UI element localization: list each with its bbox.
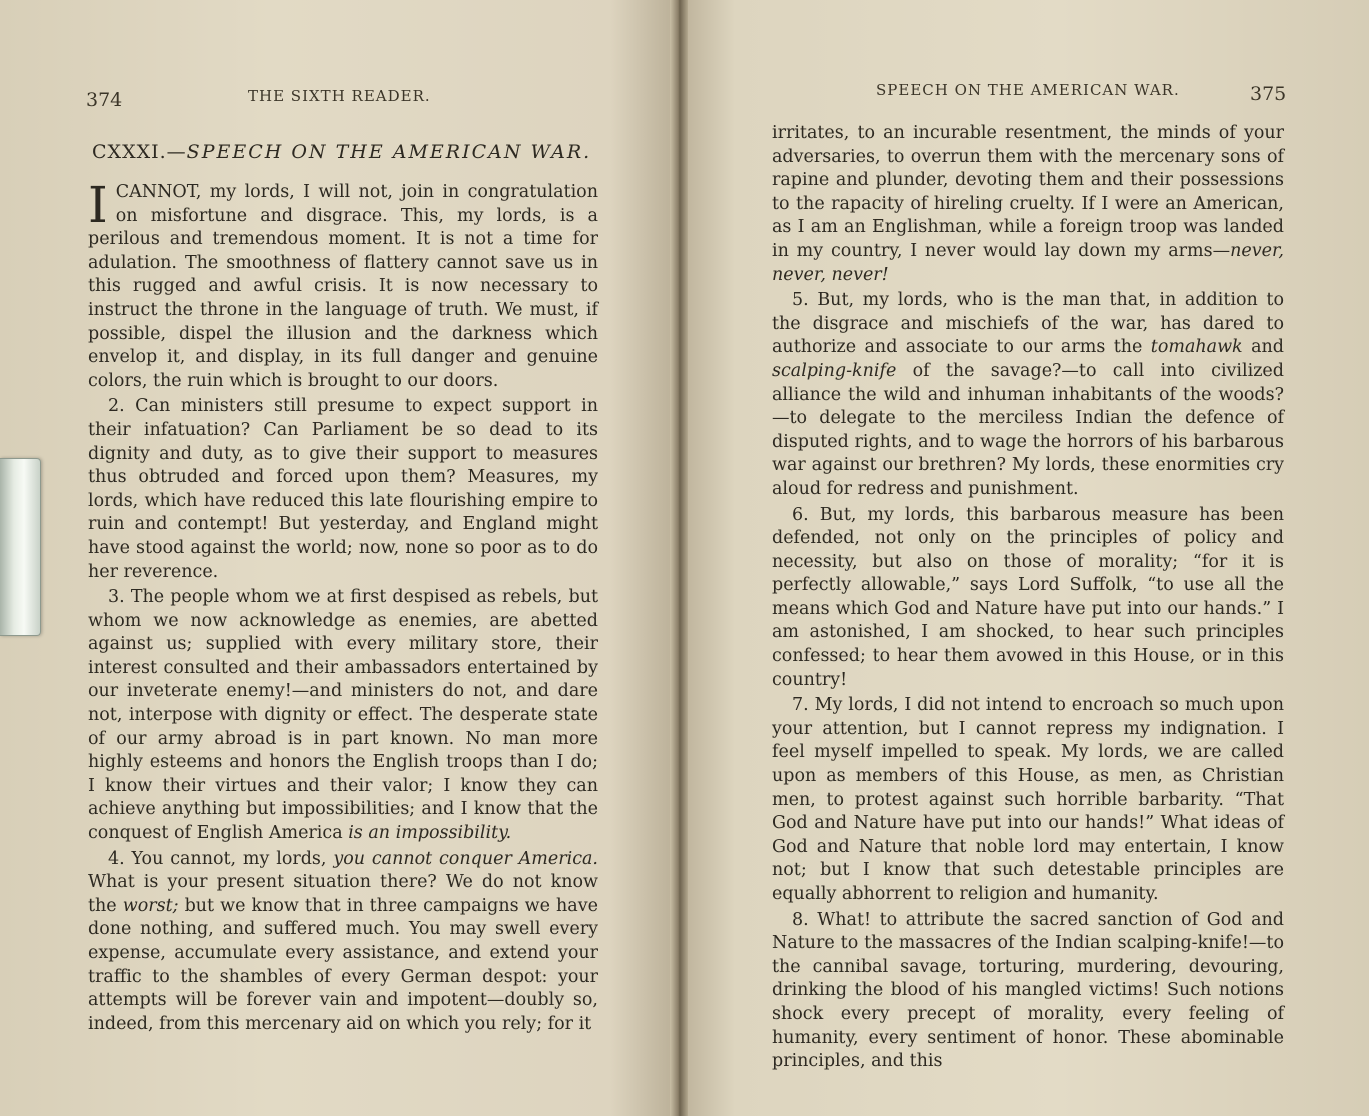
paragraph-5-italic-a: tomahawk xyxy=(1150,337,1243,358)
paragraph-4-text-c: but we know that in three campaigns we have done nothing, and suffered much. You may swell every expense, accumulate every assistance, and extend your traffic to the shambles of every German despot: your attempts will be forever vain and impotent—doubly so, indeed, from this mercenary aid on which you rely; for it xyxy=(88,895,598,1034)
left-running-head: THE SIXTH READER. xyxy=(248,87,431,105)
book-gutter xyxy=(670,0,688,1116)
paragraph-5 xyxy=(772,289,1284,501)
paragraph-4-text-b: What is your present situation there? We do not know the xyxy=(88,872,598,916)
paragraph-3 xyxy=(88,586,598,846)
chapter-title xyxy=(92,141,612,163)
paragraph-1-text: CANNOT, my lords, I will not, join in congratulation on misfortune and disgrace. This, my lords, is a perilous and tremendous moment. It is not a time for adulation. The smoothness of flattery cannot save us in this rugged and awful crisis. It is now necessary to instruct the throne in the language of truth. We must, if possible, dispel the illusion and the darkness which envelop it, and display, in its full danger and genuine colors, the ruin which is brought to our doors. xyxy=(88,182,598,391)
paragraph-continued xyxy=(772,122,1284,287)
paragraph-3-text: 3. The people whom we at first despised as rebels, but whom we now acknowledge as enemies, are abetted against us; supplied with every military store, their interest consulted and their ambassadors entertained by our inveterate enemy!—and ministers do not, and dare not, interpose with dignity or effect. The desperate state of our army abroad is in part known. No man more highly esteems and honors the English troops than I do; I know their virtues and their valor; I know they can achieve anything but impossibilities; and I know that the conquest of English America xyxy=(88,587,598,844)
paragraph-5-text-a: 5. But, my lords, who is the man that, in addition to the disgrace and mischiefs of the war, has dared to authorize and associate to our arms the xyxy=(772,290,1284,358)
right-running-head: SPEECH ON THE AMERICAN WAR. xyxy=(876,81,1180,99)
paragraph-6: 6. But, my lords, this barbarous measure has been defended, not only on the principles of policy and necessity, but also on those of morality; “for it is perfectly allowable,” says Lord Suffolk, “to use all the means which God and Nature have put into our hands.” I am astonished, I am shocked, to hear such principles confessed; to hear them avowed in this House, or in this country! xyxy=(772,504,1284,690)
paragraph-4-italic-a: you cannot conquer America. xyxy=(333,848,598,869)
paragraph-5-text-b: and xyxy=(1242,337,1284,358)
paragraph-4-text-a: 4. You cannot, my lords, xyxy=(108,848,334,869)
paragraph-continued-text: irritates, to an incurable resentment, the minds of your adversaries, to overrun them with the mercenary sons of rapine and plunder, devoting them and their possessions to the rapacity of hireling cruelty. If I were an American, as I am an Englishman, while a foreign troop was landed in my country, I never would lay down my arms— xyxy=(772,123,1284,261)
left-page-number: 374 xyxy=(86,89,123,111)
right-page-body xyxy=(772,122,1284,1076)
paragraph-8: 8. What! to attribute the sacred sanction of God and Nature to the massacres of the Indian scalping-knife!—to the cannibal savage, torturing, murdering, devouring, drinking the blood of his mangled victims! Such notions shock every precept of morality, every feeling of humanity, every sentiment of honor. These abominable principles, and this xyxy=(772,909,1284,1072)
paragraph-2: 2. Can ministers still presume to expect support in their infatuation? Can Parliament be so dead to its dignity and duty, as to give their support to measures thus obtruded and forced upon them? Measures, my lords, which have reduced this late flourishing empire to ruin and contempt! But yesterday, and England might have stood against the world; now, none so poor as to do her reverence. xyxy=(88,396,598,582)
paragraph-4 xyxy=(88,848,598,1037)
paragraph-5-italic-b: scalping-knife xyxy=(772,360,897,381)
chapter-number: CXXXI.— xyxy=(92,141,187,163)
left-page-body xyxy=(88,176,598,1038)
drop-cap: I xyxy=(88,176,108,234)
paragraph-5-text-c: of the savage?—to call into civilized alliance the wild and inhuman inhabitants of the woods?—to delegate to the merciless Indian the defence of disputed rights, and to wage the horrors of his barbarous war against our brethren? My lords, these enormities cry aloud for redress and punishment. xyxy=(772,360,1284,499)
chapter-title-text: SPEECH ON THE AMERICAN WAR. xyxy=(186,141,592,163)
paragraph-1 xyxy=(88,176,598,393)
right-page-number: 375 xyxy=(1250,83,1287,105)
paragraph-3-italic: is an impossibility. xyxy=(348,823,512,844)
page-clip xyxy=(0,458,41,636)
paragraph-4-italic-b: worst; xyxy=(122,895,179,916)
paragraph-7: 7. My lords, I did not intend to encroach so much upon your attention, but I cannot repress my indignation. I feel myself impelled to speak. My lords, we are called upon as members of this House, as men, as Christian men, to protest against such horrible barbarity. “That God and Nature have put into our hands!” What ideas of God and Nature that noble lord may entertain, I know not; but I know that such detestable principles are equally abhorrent to religion and humanity. xyxy=(772,695,1284,904)
paragraph-continued-italic: never, never, never! xyxy=(772,240,1284,285)
